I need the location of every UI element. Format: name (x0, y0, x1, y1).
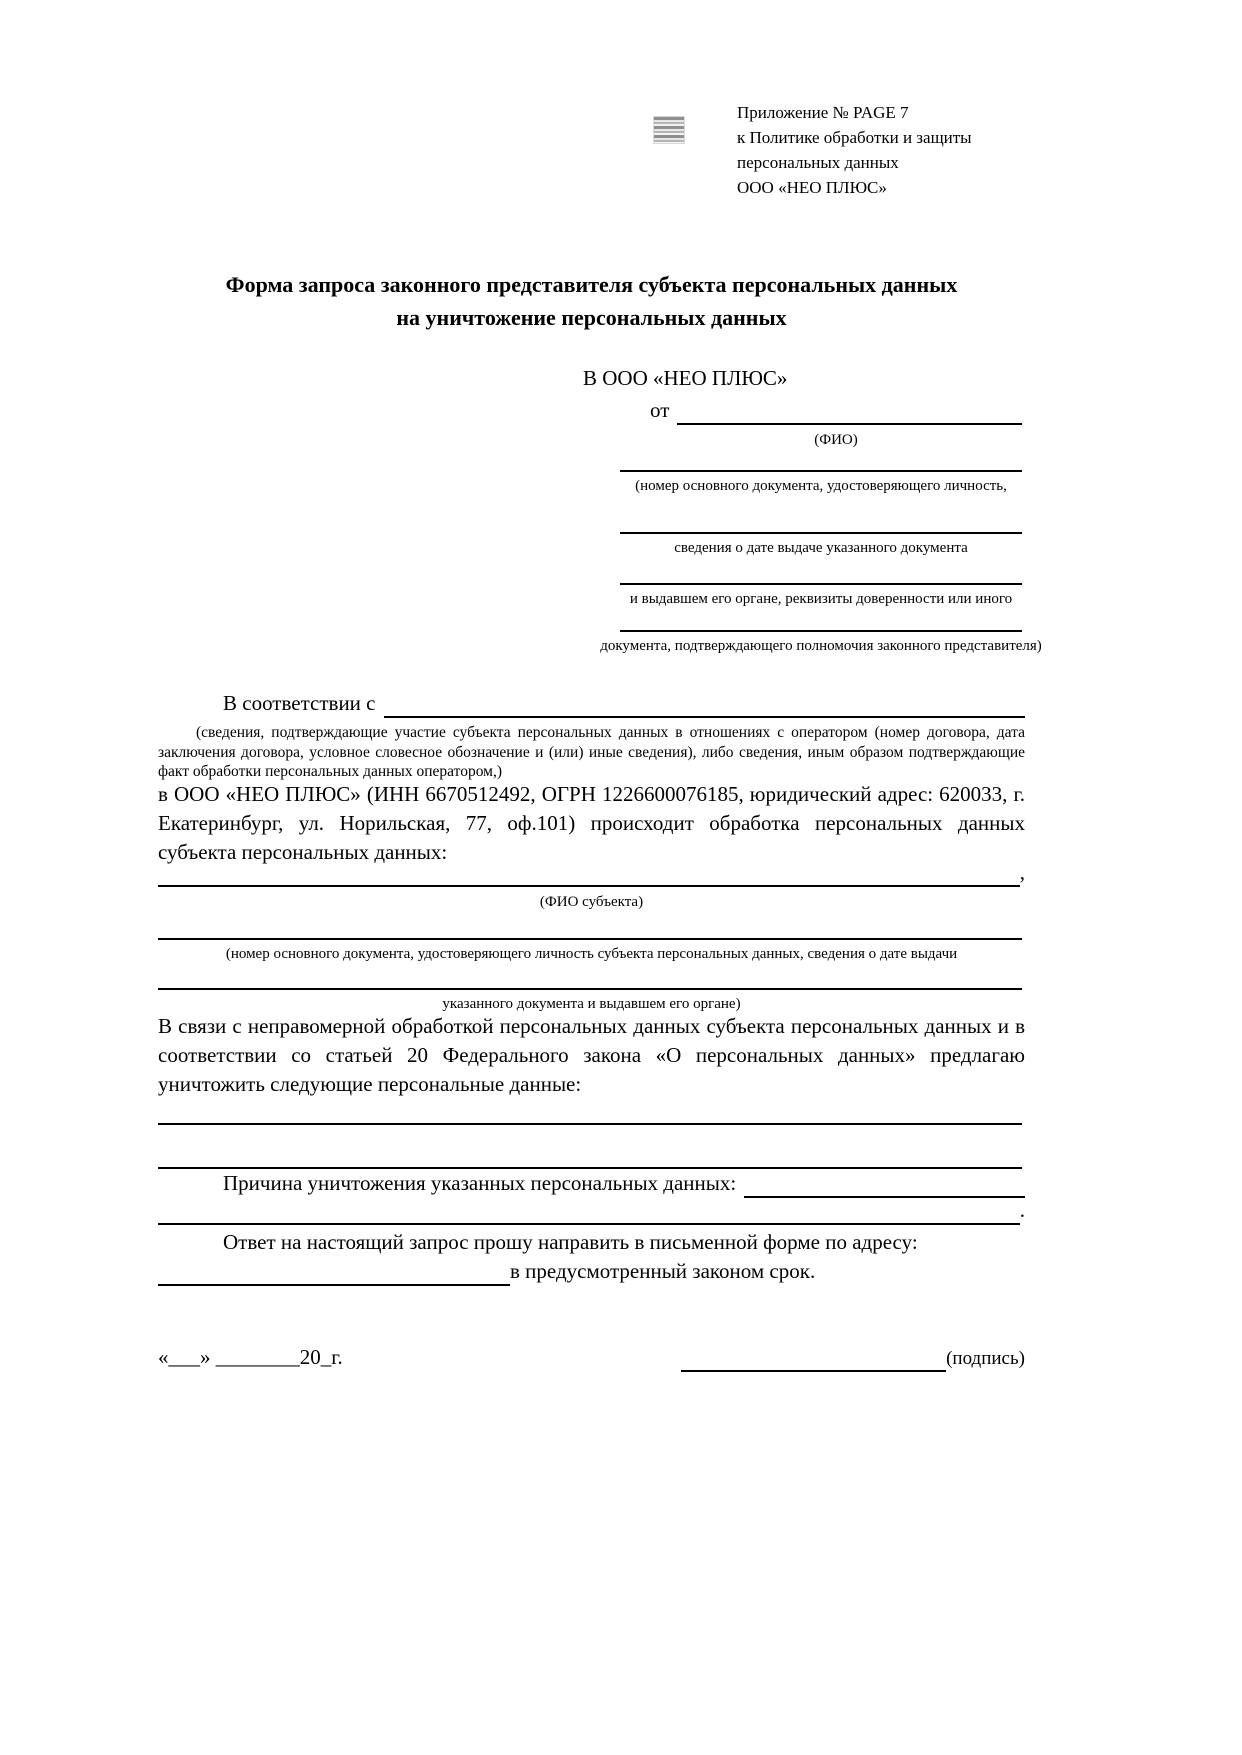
accordance-label: В соответствии с (223, 691, 376, 715)
blank-line[interactable] (158, 1223, 1020, 1225)
field-caption: (ФИО) (814, 432, 858, 448)
from-blank-line[interactable] (677, 423, 1022, 425)
signature-caption: (подпись) (946, 1348, 1025, 1369)
blank-line[interactable] (158, 1121, 1022, 1125)
form-title (158, 268, 1025, 334)
accordance-blank-line[interactable] (384, 716, 1026, 718)
field-caption: документа, подтверждающего полномочия законного представителя) (600, 638, 1042, 654)
reason-row (158, 1170, 1025, 1198)
addressee-org: В ООО «НЕО ПЛЮС» (583, 366, 788, 390)
blank-line[interactable] (620, 468, 1022, 472)
signature-row (158, 1342, 1025, 1372)
reply-line2-row (158, 1258, 1025, 1286)
blank-line[interactable] (620, 628, 1022, 632)
reply-line1: Ответ на настоящий запрос прошу направить в письменной форме по адресу: (223, 1230, 918, 1254)
field-caption: и выдавшем его органе, реквизиты доверенности или иного (629, 591, 1013, 607)
accordance-row (158, 690, 1025, 718)
date-blank[interactable]: «___» ________20_г. (158, 1345, 343, 1369)
field-caption: (номер основного документа, удостоверяющего личность, (635, 478, 1007, 494)
appendix-block (737, 100, 1037, 200)
appendix-line: Приложение № PAGE 7 (737, 103, 909, 122)
reason-label: Причина уничтожения указанных персональных данных: (223, 1171, 737, 1195)
blank-line[interactable] (620, 530, 1022, 534)
field-caption: (ФИО субъекта) (539, 894, 644, 910)
reason-continuation-row (158, 1198, 1025, 1225)
blank-line[interactable] (158, 885, 1020, 887)
signature-blank-line[interactable] (681, 1368, 946, 1372)
field-caption: указанного документа и выдавшем его органе) (442, 996, 741, 1012)
trailing-period: . (1019, 1198, 1025, 1222)
blank-line[interactable] (620, 581, 1022, 585)
reply-line2-suffix: в предусмотренный законом срок. (510, 1259, 816, 1283)
trailing-comma: , (1019, 860, 1025, 884)
address-blank-line[interactable] (158, 1282, 510, 1286)
appendix-line: ООО «НЕО ПЛЮС» (737, 178, 887, 197)
form-title-line1: Форма запроса законного представителя субъекта персональных данных (225, 272, 958, 297)
appendix-line: к Политике обработки и защиты (737, 128, 972, 147)
operator-paragraph: в ООО «НЕО ПЛЮС» (ИНН 6670512492, ОГРН 1226600076185, юридический адрес: 620033, г. Екатеринбург, ул. Норильская, 77, оф.101) происходит обработка персональных данных субъекта персональных данных: (158, 782, 1025, 864)
field-caption: сведения о дате выдаче указанного документа (674, 540, 968, 556)
form-title-line2: на уничтожение персональных данных (396, 305, 787, 330)
subject-fio-row (158, 860, 1025, 887)
from-field-row (650, 397, 1022, 425)
appendix-line: персональных данных (737, 153, 899, 172)
blank-line[interactable] (158, 936, 1022, 940)
from-label: от (650, 398, 670, 422)
accordance-note: (сведения, подтверждающие участие субъекта персональных данных в отношениях с оператором (номер договора, дата заключения договора, условное словесное обозначение и (или) иные сведения), либо сведения, иным образом подтверждающие факт обработки персональных данных оператором,) (158, 724, 1025, 780)
destroy-paragraph: В связи с неправомерной обработкой персональных данных субъекта персональных данных и в соответствии со статьей 20 Федерального закона «О персональных данных» предлагаю уничтожить следующие персональные данные: (158, 1014, 1025, 1096)
embedded-object-icon (654, 117, 684, 143)
field-caption: (номер основного документа, удостоверяющего личность субъекта персональных данных, сведения о дате выдачи (225, 946, 958, 962)
blank-line[interactable] (158, 986, 1022, 990)
